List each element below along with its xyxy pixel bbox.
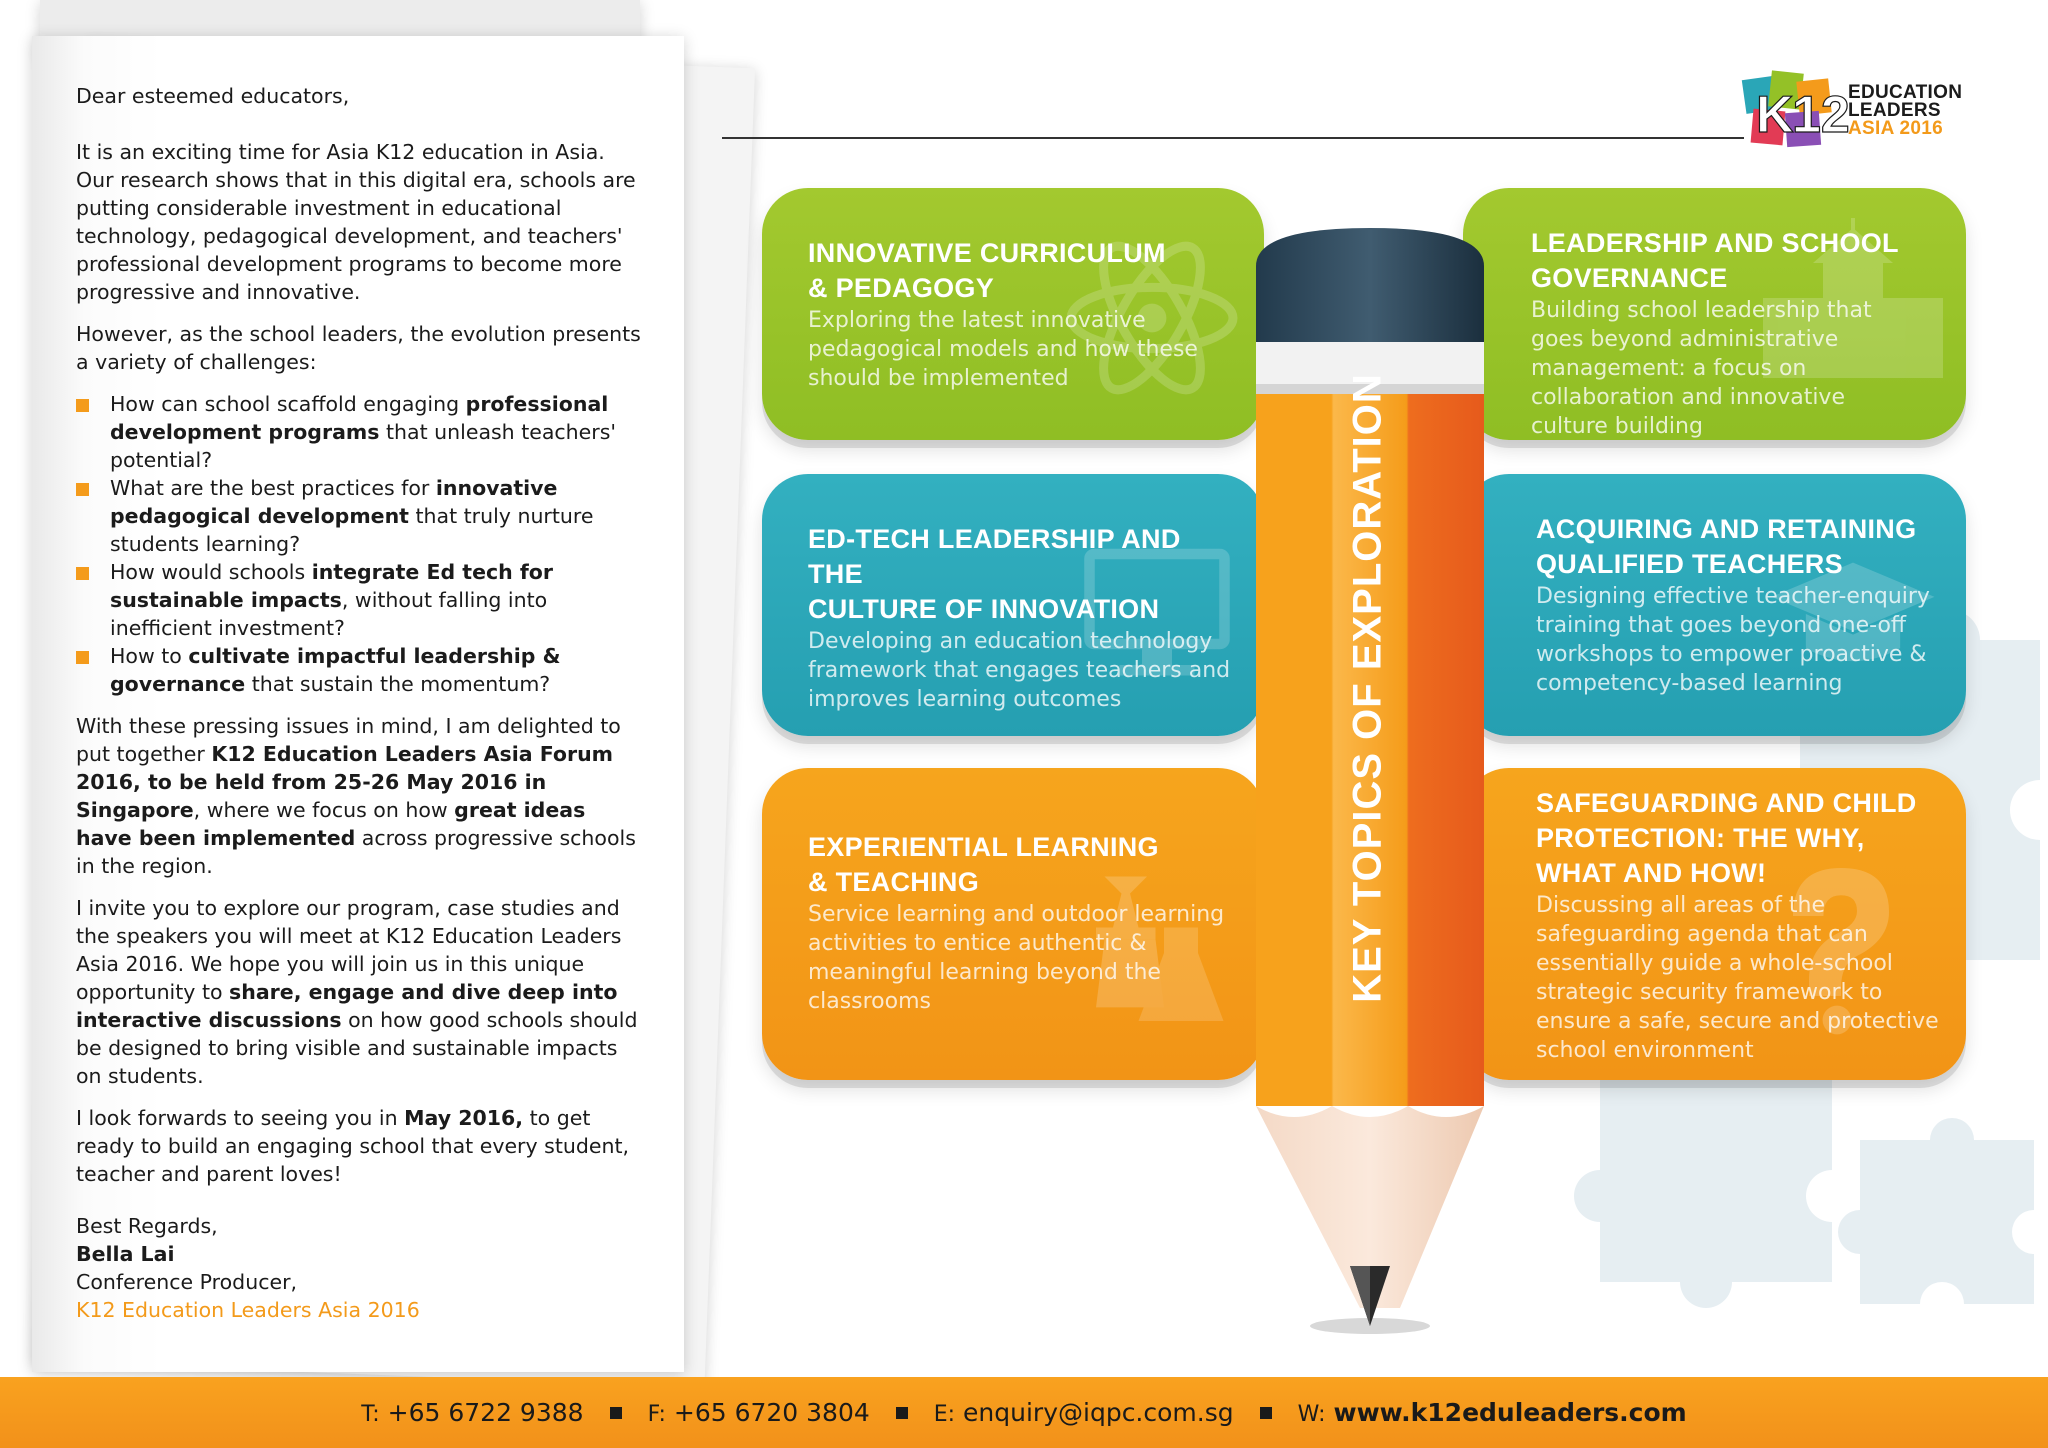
fax-contact: F: +65 6720 3804 — [647, 1398, 870, 1427]
list-item: What are the best practices for innovative pedagogical development that truly nurture students learning? — [76, 474, 646, 558]
phone-contact: T: +65 6722 9388 — [361, 1398, 584, 1427]
square-bullet-icon — [76, 651, 89, 664]
k12-logo-icon — [1742, 70, 1850, 154]
topic-description: Exploring the latest innovative pedagogical models and how these should be implemented — [808, 308, 1198, 391]
square-bullet-icon — [76, 399, 89, 412]
contact-footer — [0, 1377, 2048, 1448]
topic-card-experiential — [762, 768, 1264, 1080]
website-link[interactable]: www.k12eduleaders.com — [1333, 1398, 1687, 1427]
letter-signoff: Best Regards, — [76, 1214, 218, 1238]
topic-description: Developing an education technology framework that engages teachers and improves learning outcomes — [808, 629, 1231, 712]
challenges-list — [76, 390, 646, 698]
topic-title: ACQUIRING AND RETAINING QUALIFIED TEACHERS — [1536, 514, 1917, 579]
list-item: How can school scaffold engaging professional development programs that unleash teachers' potential? — [76, 390, 646, 474]
website-contact: W: www.k12eduleaders.com — [1297, 1398, 1687, 1427]
header-divider — [722, 137, 1744, 139]
topic-description: Designing effective teacher-enquiry training that goes beyond one-off workshops to empower proactive & competency-based learning — [1536, 584, 1930, 696]
square-bullet-icon — [76, 483, 89, 496]
topic-card-curriculum — [762, 188, 1264, 440]
svg-text:12: 12 — [1792, 86, 1850, 144]
list-item: How would schools integrate Ed tech for sustainable impacts, without falling into inefficient investment? — [76, 558, 646, 642]
separator-square-icon — [610, 1407, 622, 1419]
logo-wordmark: EDUCATION LEADERS ASIA 2016 — [1848, 82, 1963, 139]
signatory-name: Bella Lai — [76, 1242, 175, 1266]
topic-card-teachers — [1463, 474, 1966, 736]
separator-square-icon — [1260, 1407, 1272, 1419]
fax-number: +65 6720 3804 — [673, 1398, 870, 1427]
topic-title: SAFEGUARDING AND CHILD PROTECTION: THE WHY, WHAT AND HOW! — [1536, 788, 1917, 888]
letter-paragraph-3: With these pressing issues in mind, I am delighted to put together K12 Education Leaders Asia Forum 2016, to be held from 25-26 May 2016 in Singapore, where we focus on how great ideas have been implemented across progressive schools in the region. — [76, 714, 636, 878]
signatory-role: Conference Producer, — [76, 1270, 298, 1294]
email-link[interactable]: enquiry@iqpc.com.sg — [963, 1398, 1234, 1427]
event-name: K12 Education Leaders Asia 2016 — [76, 1298, 420, 1322]
letter-paragraph-5: I look forwards to seeing you in May 2016, to get ready to build an engaging school that every student, teacher and parent loves! — [76, 1106, 630, 1186]
topic-title: EXPERIENTIAL LEARNING & TEACHING — [808, 832, 1159, 897]
topic-card-safeguarding — [1463, 768, 1966, 1080]
letter-paragraph-2: However, as the school leaders, the evolution presents a variety of challenges: — [76, 322, 641, 374]
square-bullet-icon — [76, 567, 89, 580]
topic-title: INNOVATIVE CURRICULUM & PEDAGOGY — [808, 238, 1166, 303]
letter-paragraph-4: I invite you to explore our program, case studies and the speakers you will meet at K12 Education Leaders Asia 2016. We hope you will join us in this unique opportunity to share, engage and dive deep into interactive discussions on how good schools should be designed to bring visible and sustainable impacts on students. — [76, 896, 638, 1088]
topic-description: Building school leadership that goes beyond administrative management: a focus on collaboration and innovative culture building — [1531, 298, 1872, 439]
svg-text:K: K — [1756, 86, 1794, 144]
event-logo — [1742, 70, 1982, 160]
separator-square-icon — [896, 1407, 908, 1419]
topic-card-leadership — [1463, 188, 1966, 440]
topic-description: Discussing all areas of the safeguarding agenda that can essentially guide a whole-school strategic security framework to ensure a safe, secure and protective school environment — [1536, 893, 1939, 1063]
list-item: How to cultivate impactful leadership & governance that sustain the momentum? — [76, 642, 646, 698]
topic-card-edtech — [762, 474, 1264, 736]
letter-paragraph-1: It is an exciting time for Asia K12 education in Asia. Our research shows that in this digital era, schools are putting considerable investment in educational technology, pedagogical development, and teachers' professional development programs to become more progressive and innovative. — [76, 140, 636, 304]
phone-number[interactable]: +65 6722 9388 — [387, 1398, 584, 1427]
topic-title: LEADERSHIP AND SCHOOL GOVERNANCE — [1531, 228, 1899, 293]
letter-greeting: Dear esteemed educators, — [76, 84, 350, 108]
topic-description: Service learning and outdoor learning activities to entice authentic & meaningful learning beyond the classrooms — [808, 902, 1225, 1014]
welcome-letter — [76, 82, 646, 1324]
email-contact: E: enquiry@iqpc.com.sg — [933, 1398, 1234, 1427]
topic-title: ED-TECH LEADERSHIP AND THE CULTURE OF INNOVATION — [808, 524, 1181, 624]
